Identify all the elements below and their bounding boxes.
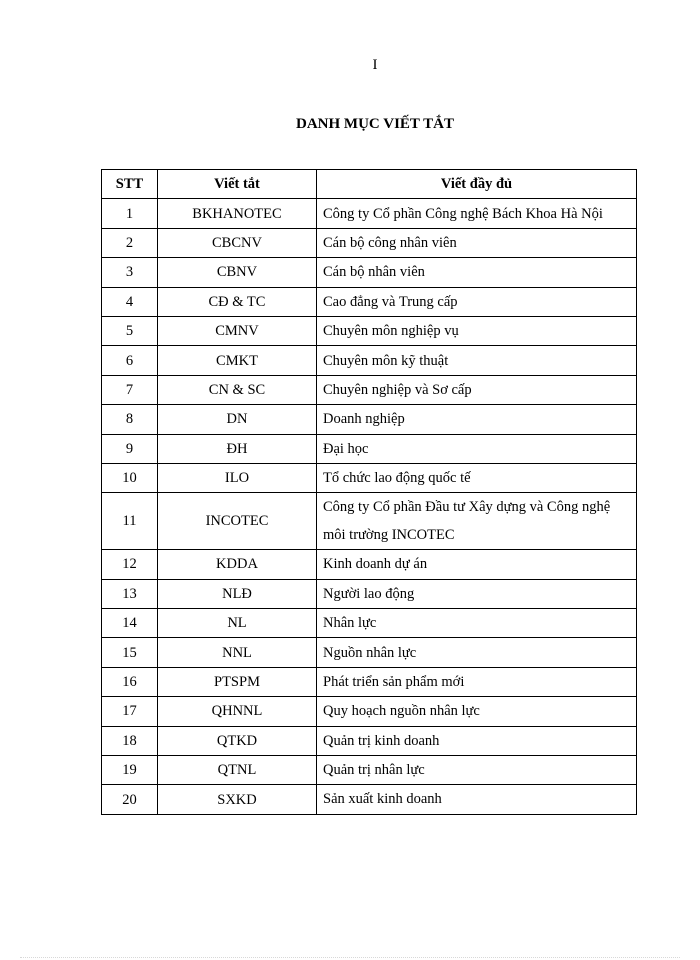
cell-stt: 19	[102, 756, 158, 785]
cell-full-form: Tổ chức lao động quốc tế	[317, 463, 637, 492]
cell-full-form: Công ty Cổ phần Đầu tư Xây dựng và Công nghệ môi trường INCOTEC	[317, 493, 637, 550]
cell-stt: 7	[102, 375, 158, 404]
cell-full-form: Nhân lực	[317, 609, 637, 638]
table-row	[102, 258, 637, 287]
cell-abbreviation: DN	[158, 405, 317, 434]
table-row	[102, 463, 637, 492]
cell-stt: 16	[102, 667, 158, 696]
cell-abbreviation: QTNL	[158, 756, 317, 785]
table-row	[102, 550, 637, 579]
header-abbreviation: Viết tắt	[158, 170, 317, 199]
cell-stt: 5	[102, 316, 158, 345]
cell-abbreviation: KDDA	[158, 550, 317, 579]
cell-stt: 6	[102, 346, 158, 375]
page-bottom-divider	[20, 957, 680, 958]
abbreviation-table	[101, 169, 637, 815]
cell-full-form: Đại học	[317, 434, 637, 463]
cell-stt: 20	[102, 785, 158, 814]
cell-full-form: Chuyên môn kỹ thuật	[317, 346, 637, 375]
cell-abbreviation: ILO	[158, 463, 317, 492]
cell-stt: 12	[102, 550, 158, 579]
cell-stt: 2	[102, 228, 158, 257]
cell-full-form: Nguồn nhân lực	[317, 638, 637, 667]
cell-stt: 9	[102, 434, 158, 463]
table-row	[102, 609, 637, 638]
cell-stt: 14	[102, 609, 158, 638]
cell-stt: 18	[102, 726, 158, 755]
table-row	[102, 726, 637, 755]
table-row	[102, 756, 637, 785]
table-row	[102, 346, 637, 375]
cell-stt: 4	[102, 287, 158, 316]
cell-abbreviation: INCOTEC	[158, 493, 317, 550]
cell-full-form: Chuyên môn nghiệp vụ	[317, 316, 637, 345]
cell-abbreviation: QTKD	[158, 726, 317, 755]
header-stt: STT	[102, 170, 158, 199]
cell-abbreviation: CN & SC	[158, 375, 317, 404]
cell-abbreviation: PTSPM	[158, 667, 317, 696]
cell-abbreviation: CBNV	[158, 258, 317, 287]
cell-abbreviation: NL	[158, 609, 317, 638]
table-row	[102, 434, 637, 463]
cell-stt: 1	[102, 199, 158, 228]
header-full-form: Viết đầy đủ	[317, 170, 637, 199]
table-header-row	[102, 170, 637, 199]
cell-full-form: Phát triển sản phẩm mới	[317, 667, 637, 696]
table-row	[102, 667, 637, 696]
table-row	[102, 697, 637, 726]
cell-abbreviation: NLĐ	[158, 579, 317, 608]
cell-stt: 13	[102, 579, 158, 608]
cell-abbreviation: QHNNL	[158, 697, 317, 726]
cell-stt: 17	[102, 697, 158, 726]
cell-full-form: Người lao động	[317, 579, 637, 608]
table-row	[102, 228, 637, 257]
table-row	[102, 375, 637, 404]
cell-full-form: Kinh doanh dự án	[317, 550, 637, 579]
cell-abbreviation: CĐ & TC	[158, 287, 317, 316]
cell-stt: 8	[102, 405, 158, 434]
table-row	[102, 638, 637, 667]
cell-full-form: Cán bộ nhân viên	[317, 258, 637, 287]
cell-abbreviation: ĐH	[158, 434, 317, 463]
table-row	[102, 405, 637, 434]
cell-full-form: Quản trị kinh doanh	[317, 726, 637, 755]
cell-full-form: Cao đẳng và Trung cấp	[317, 287, 637, 316]
table-body	[102, 199, 637, 814]
cell-abbreviation: CBCNV	[158, 228, 317, 257]
page-title: DANH MỤC VIẾT TẮT	[296, 116, 454, 132]
cell-full-form: Cán bộ công nhân viên	[317, 228, 637, 257]
table-row	[102, 493, 637, 550]
cell-full-form: Sản xuất kinh doanh	[317, 785, 637, 814]
cell-abbreviation: CMNV	[158, 316, 317, 345]
table-row	[102, 199, 637, 228]
table-row	[102, 316, 637, 345]
cell-abbreviation: NNL	[158, 638, 317, 667]
cell-abbreviation: BKHANOTEC	[158, 199, 317, 228]
cell-stt: 15	[102, 638, 158, 667]
cell-full-form: Công ty Cổ phần Công nghệ Bách Khoa Hà Nội	[317, 199, 637, 228]
cell-full-form: Chuyên nghiệp và Sơ cấp	[317, 375, 637, 404]
cell-stt: 10	[102, 463, 158, 492]
table-row	[102, 785, 637, 814]
page-number: I	[372, 57, 378, 73]
cell-stt: 3	[102, 258, 158, 287]
cell-abbreviation: SXKD	[158, 785, 317, 814]
cell-stt: 11	[102, 493, 158, 550]
cell-full-form: Quy hoạch nguồn nhân lực	[317, 697, 637, 726]
cell-full-form: Quản trị nhân lực	[317, 756, 637, 785]
cell-abbreviation: CMKT	[158, 346, 317, 375]
cell-full-form: Doanh nghiệp	[317, 405, 637, 434]
table-row	[102, 287, 637, 316]
table-row	[102, 579, 637, 608]
